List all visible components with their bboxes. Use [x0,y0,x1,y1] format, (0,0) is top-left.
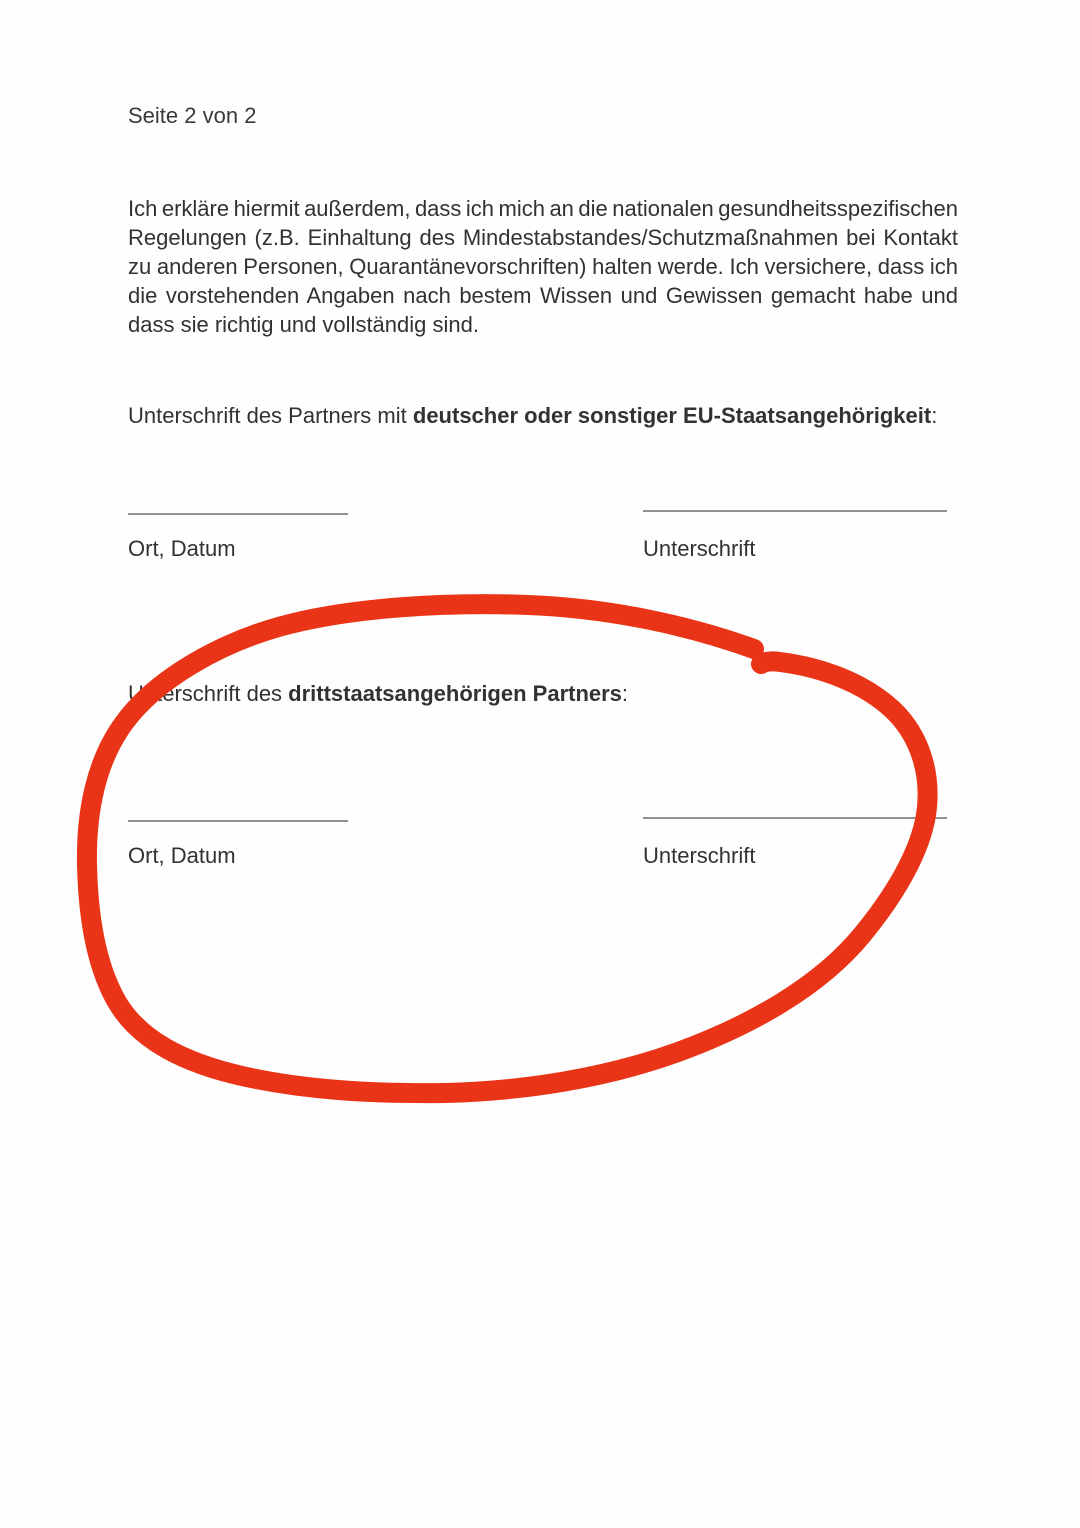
signature-line-third-country-ort-datum [128,820,348,822]
paragraph-line: dass sie richtig und vollständig sind. [128,312,479,337]
signature-line-eu-ort-datum [128,513,348,515]
signature-line-eu-unterschrift [643,510,947,512]
ort-datum-label-third-country: Ort, Datum [128,843,236,868]
signature-heading-third-country [128,680,628,708]
paragraph-line: die vorstehenden Angaben nach bestem Wissen und Gewissen gemacht habe und [128,283,958,308]
unterschrift-label-third-country: Unterschrift [643,843,756,868]
signature-line-third-country-unterschrift [643,817,947,819]
paragraph-line: Ich erkläre hiermit außerdem, dass ich mich an die nationalen gesundheitsspezifischen [128,196,958,221]
declaration-paragraph [128,194,958,339]
heading-text: Unterschrift des Partners mit [128,403,413,428]
page-indicator: Seite 2 von 2 [128,103,257,128]
heading-bold-text: drittstaatsangehörigen Partners [288,681,622,706]
signature-heading-eu [128,402,937,430]
paragraph-line: Regelungen (z.B. Einhaltung des Mindestabstandes/Schutzmaßnahmen bei Kontakt [128,225,958,250]
heading-text: Unterschrift des [128,681,289,706]
heading-colon: : [621,681,629,706]
heading-bold-text: deutscher oder sonstiger EU-Staatsangehörigkeit [412,403,932,428]
paragraph-line: zu anderen Personen, Quarantänevorschriften) halten werde. Ich versichere, dass ich [128,254,958,279]
heading-colon: : [931,403,938,428]
unterschrift-label-eu: Unterschrift [643,536,756,561]
ort-datum-label-eu: Ort, Datum [128,536,236,561]
